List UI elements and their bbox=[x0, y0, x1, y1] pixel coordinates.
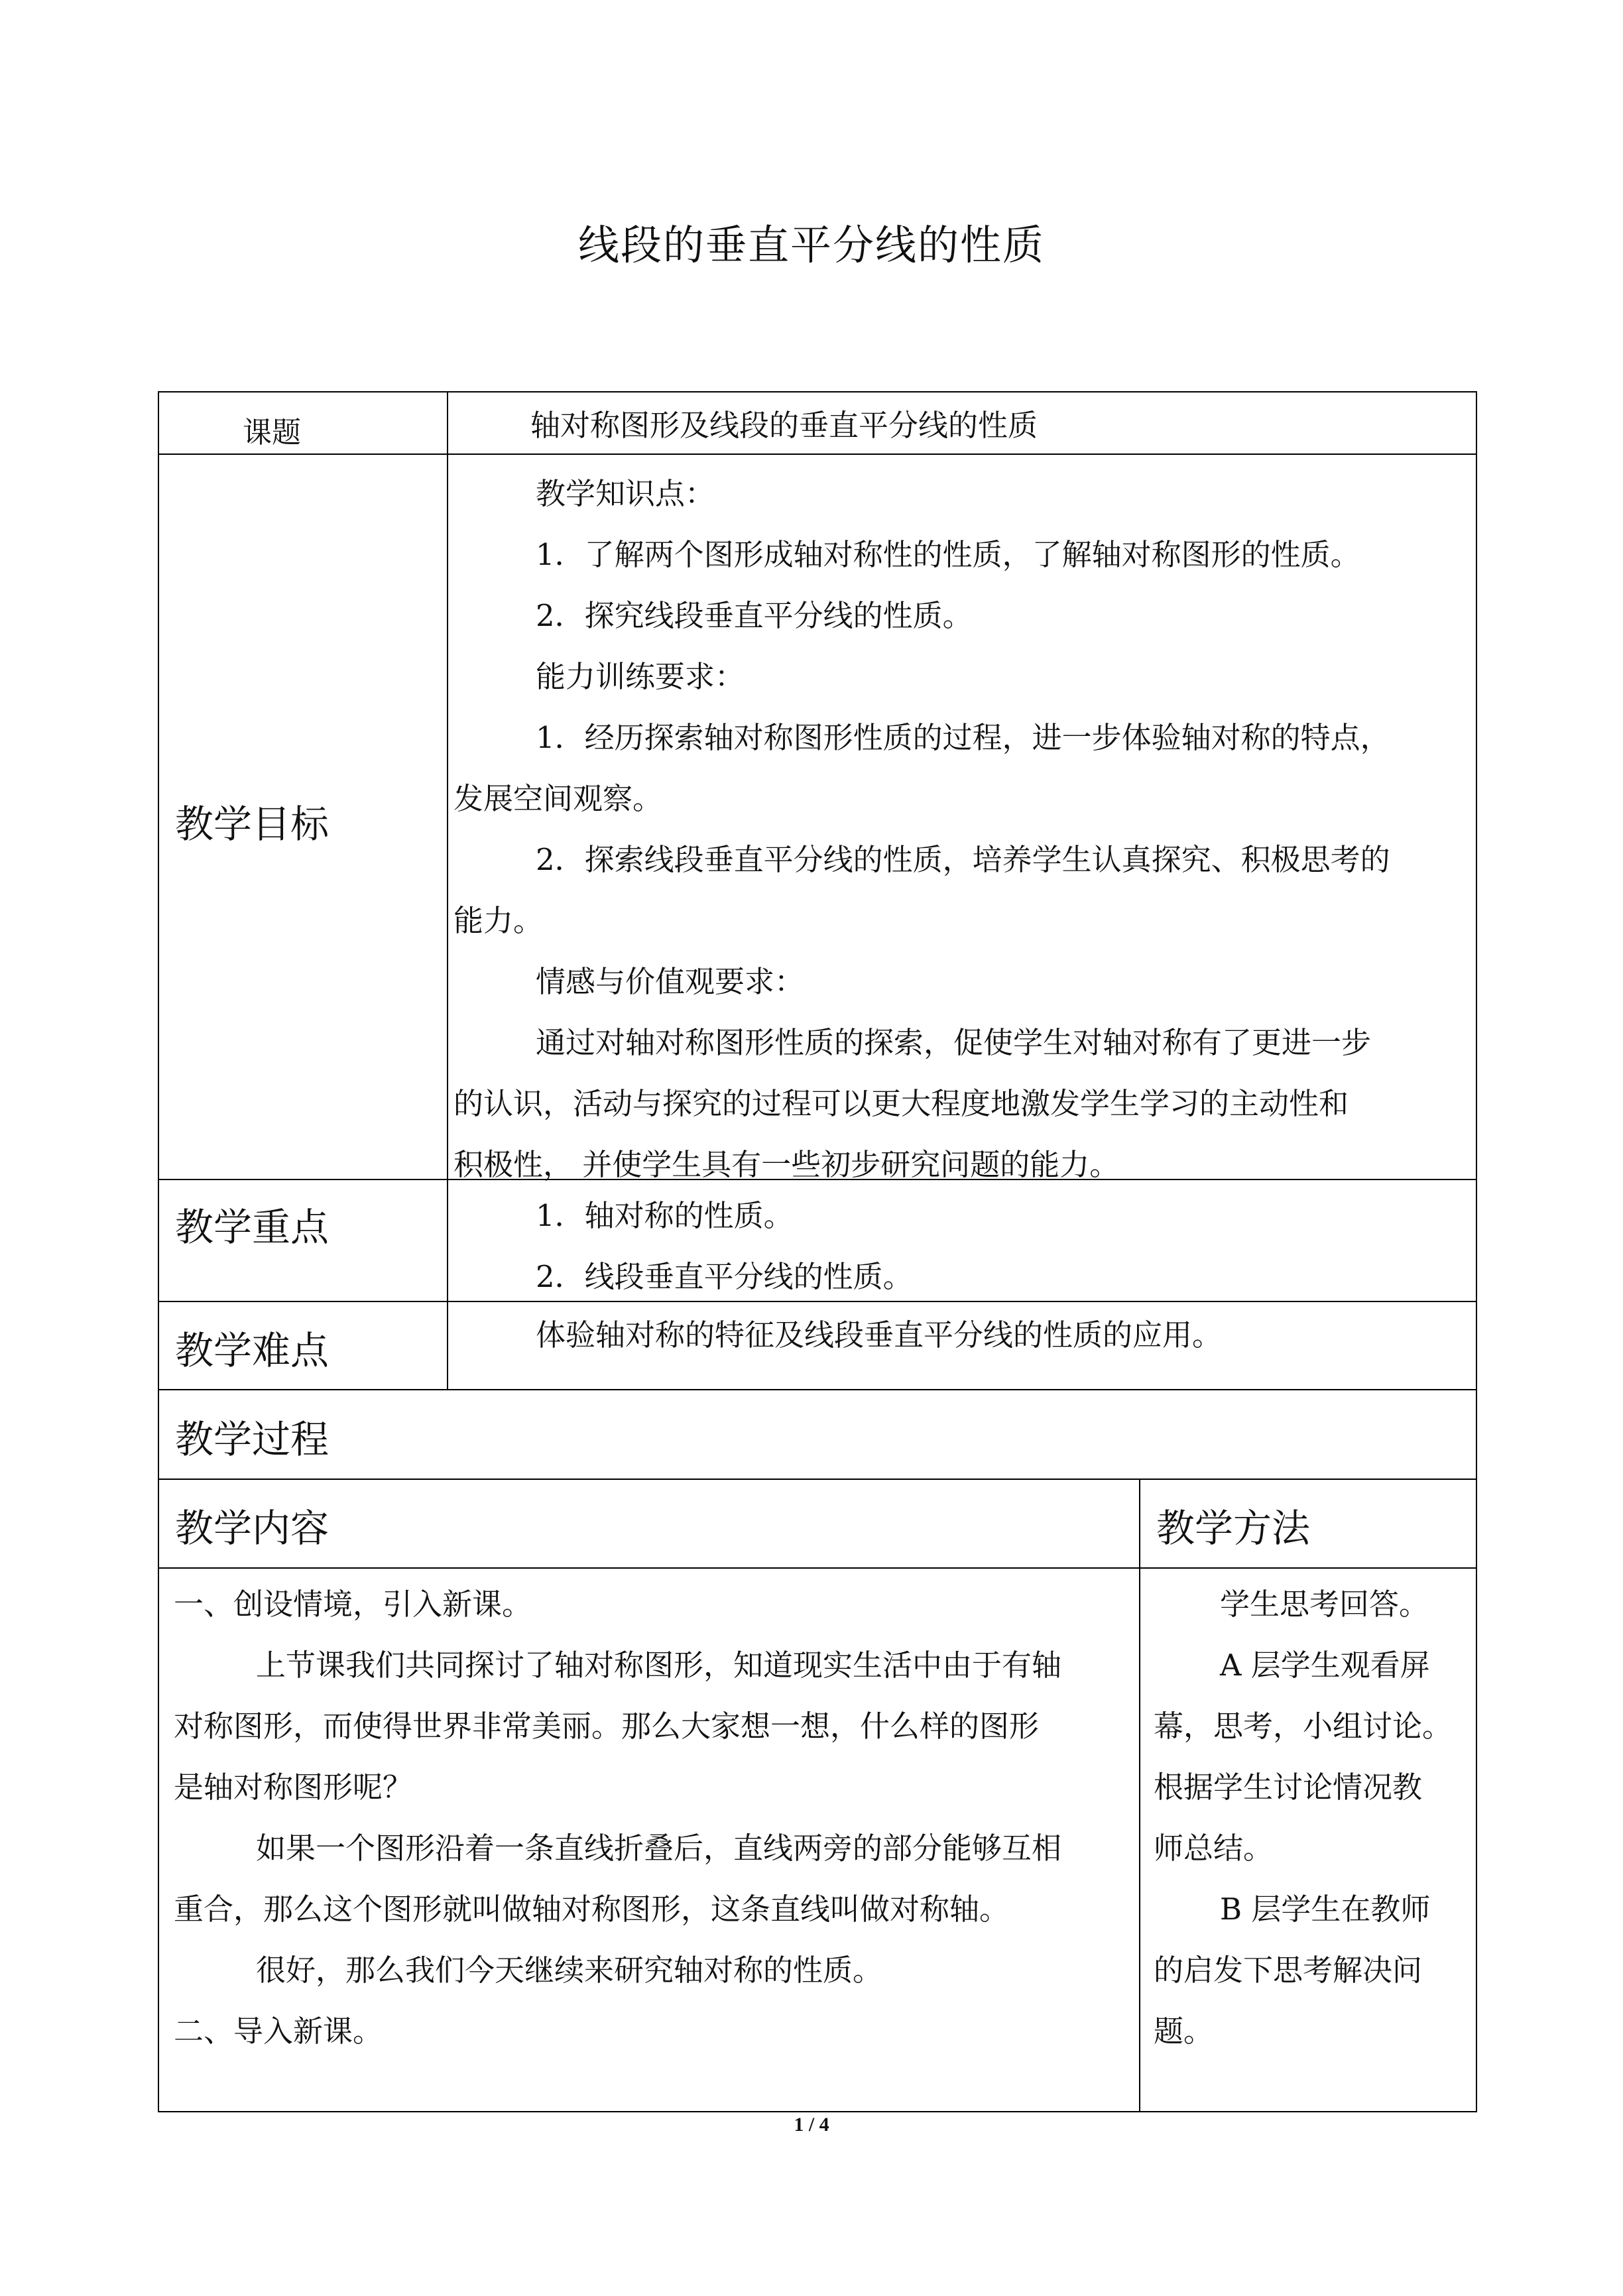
objectives-content bbox=[453, 463, 1468, 1195]
content-line: 对称图形，而使得世界非常美丽。那么大家想一想，什么样的图形 bbox=[174, 1709, 1040, 1744]
row-divider bbox=[158, 1567, 1477, 1569]
key-points-content bbox=[453, 1185, 1468, 1307]
difficulties-value: 体验轴对称的特征及线段垂直平分线的性质的应用。 bbox=[536, 1317, 1223, 1353]
row-divider bbox=[158, 1479, 1477, 1480]
content-line: 很好，那么我们今天继续来研究轴对称的性质。 bbox=[256, 1953, 883, 1988]
objectives-line: 2．探究线段垂直平分线的性质。 bbox=[536, 598, 973, 633]
method-line: B 层学生在教师 bbox=[1220, 1892, 1431, 1927]
objectives-line: 积极性， 并使学生具有一些初步研究问题的能力。 bbox=[453, 1147, 1120, 1182]
teaching-content bbox=[174, 1574, 1135, 2062]
row-divider bbox=[158, 453, 1477, 455]
objectives-line: 发展空间观察。 bbox=[453, 781, 663, 816]
objectives-line: 情感与价值观要求： bbox=[536, 964, 805, 999]
content-line: 重合，那么这个图形就叫做轴对称图形，这条直线叫做对称轴。 bbox=[174, 1892, 1010, 1927]
objectives-line: 的认识，活动与探究的过程可以更大程度地激发学生学习的主动性和 bbox=[453, 1086, 1349, 1121]
content-line: 一、创设情境，引入新课。 bbox=[174, 1587, 532, 1622]
method-line: 题。 bbox=[1154, 2014, 1214, 2049]
key-points-line: 1．轴对称的性质。 bbox=[536, 1198, 794, 1233]
page-title: 线段的垂直平分线的性质 bbox=[577, 221, 1045, 269]
topic-label: 课题 bbox=[243, 416, 301, 450]
process-label: 教学过程 bbox=[175, 1417, 330, 1462]
objectives-line: 通过对轴对称图形性质的探索，促使学生对轴对称有了更进一步 bbox=[536, 1025, 1372, 1060]
key-points-label: 教学重点 bbox=[175, 1205, 330, 1250]
content-line: 上节课我们共同探讨了轴对称图形，知道现实生活中由于有轴 bbox=[256, 1648, 1062, 1683]
objectives-line: 1．了解两个图形成轴对称性的性质，了解轴对称图形的性质。 bbox=[536, 537, 1360, 572]
content-header: 教学内容 bbox=[175, 1506, 330, 1551]
method-line: A 层学生观看屏 bbox=[1220, 1648, 1430, 1683]
method-line: 师总结。 bbox=[1154, 1831, 1274, 1866]
difficulties-content bbox=[453, 1315, 1468, 1355]
method-line: 学生思考回答。 bbox=[1220, 1587, 1429, 1622]
column-divider bbox=[447, 391, 448, 1389]
key-points-line: 2．线段垂直平分线的性质。 bbox=[536, 1259, 913, 1294]
teaching-method bbox=[1154, 1574, 1472, 2062]
topic-value: 轴对称图形及线段的垂直平分线的性质 bbox=[530, 408, 1038, 443]
method-line: 幕，思考，小组讨论。 bbox=[1154, 1709, 1453, 1744]
row-divider bbox=[158, 1389, 1477, 1390]
objectives-line: 教学知识点： bbox=[536, 476, 715, 511]
content-line: 二、导入新课。 bbox=[174, 2014, 383, 2049]
column-divider bbox=[1139, 1479, 1140, 2112]
difficulties-label: 教学难点 bbox=[175, 1328, 330, 1373]
method-line: 根据学生讨论情况教 bbox=[1154, 1770, 1423, 1805]
page-number: 1 / 4 bbox=[794, 2114, 829, 2136]
objectives-line: 1．经历探索轴对称图形性质的过程，进一步体验轴对称的特点， bbox=[536, 720, 1390, 755]
objectives-line: 能力训练要求： bbox=[536, 659, 745, 694]
method-header: 教学方法 bbox=[1156, 1506, 1311, 1551]
content-line: 是轴对称图形呢？ bbox=[174, 1770, 413, 1805]
method-line: 的启发下思考解决问 bbox=[1154, 1953, 1423, 1988]
content-line: 如果一个图形沿着一条直线折叠后，直线两旁的部分能够互相 bbox=[256, 1831, 1062, 1866]
objectives-line: 2．探索线段垂直平分线的性质，培养学生认真探究、积极思考的 bbox=[536, 842, 1390, 877]
objectives-label: 教学目标 bbox=[175, 802, 330, 847]
objectives-line: 能力。 bbox=[453, 903, 544, 938]
